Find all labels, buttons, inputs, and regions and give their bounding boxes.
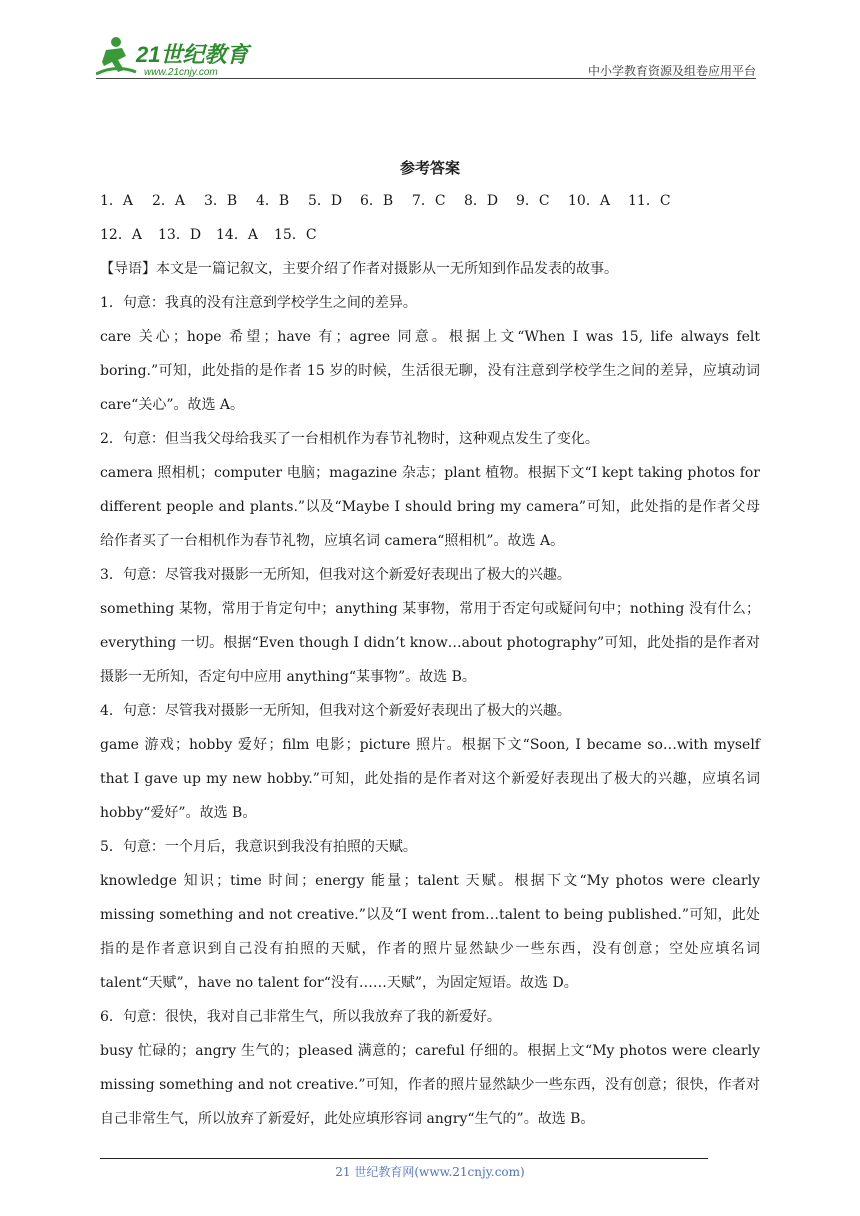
explanation-paragraph: 【导语】本文是一篇记叙文，主要介绍了作者对摄影从一无所知到作品发表的故事。 — [100, 261, 618, 277]
answer-item: 12．A — [100, 227, 142, 243]
answer-item: 1．A — [100, 193, 134, 209]
answer-item: 11．C — [628, 193, 671, 209]
answer-item: 13．D — [158, 227, 202, 243]
header-divider — [96, 78, 756, 79]
answer-item: 15．C — [274, 227, 317, 243]
footer-divider — [100, 1158, 708, 1159]
explanation-paragraph: busy 忙碌的；angry 生气的；pleased 满意的；careful 仔细的。根据上文“My photos were clearly missing something and not creative.”可知，作者的照片显然缺少一些东西，没有创意；很快，作者对自己非常生气，所以放弃了新爱好，此处应填形容词 angry“生气的”。故选 B。 — [100, 1043, 760, 1127]
logo-21cnjy — [96, 34, 256, 78]
answer-item: 9．C — [516, 193, 550, 209]
page-title: 参考答案 — [399, 159, 460, 177]
explanation-paragraph: 1．句意：我真的没有注意到学校学生之间的差异。 — [100, 295, 417, 311]
answer-item: 5．D — [308, 193, 343, 209]
explanation-paragraph: 3．句意：尽管我对摄影一无所知，但我对这个新爱好表现出了极大的兴趣。 — [100, 567, 571, 583]
answer-item: 10．A — [568, 193, 610, 209]
answer-item: 6．B — [360, 193, 394, 209]
answer-item: 3．B — [204, 193, 238, 209]
explanation-paragraph: game 游戏；hobby 爱好；film 电影；picture 照片。根据下文“Soon, I became so…with myself that I gave up my new hobby.”可知，此处指的是作者对这个新爱好表现出了极大的兴趣，应填名词 hobby“爱好”。故选 B。 — [100, 737, 760, 821]
explanation-paragraph: 5．句意：一个月后，我意识到我没有拍照的天赋。 — [100, 839, 417, 855]
explanation-paragraph: camera 照相机；computer 电脑；magazine 杂志；plant 植物。根据下文“I kept taking photos for different people and plants.”以及“Maybe I should bring my camera”可知，此处指的是作者父母给作者买了一台相机作为春节礼物，应填名词 camera“照相机”。故选 A。 — [100, 465, 760, 549]
answer-content — [100, 152, 760, 1136]
answer-key — [100, 184, 760, 252]
explanations — [100, 252, 760, 1136]
explanation-paragraph: 2．句意：但当我父母给我买了一台相机作为春节礼物时，这种观点发生了变化。 — [100, 431, 599, 447]
answer-item: 14．A — [216, 227, 258, 243]
answer-item: 2．A — [152, 193, 186, 209]
explanation-paragraph: 6．句意：很快，我对自己非常生气，所以我放弃了我的新爱好。 — [100, 1009, 501, 1025]
explanation-paragraph: care 关心；hope 希望；have 有；agree 同意。根据上文“When I was 15, life always felt boring.”可知，此处指的是作者 15 岁的时候，生活很无聊，没有注意到学校学生之间的差异，应填动词 care“关心”。故选 A。 — [100, 329, 760, 413]
answer-item: 4．B — [256, 193, 290, 209]
svg-text:www.21cnjy.com: www.21cnjy.com — [144, 67, 218, 78]
answer-item: 7．C — [412, 193, 446, 209]
answer-item: 8．D — [464, 193, 499, 209]
explanation-paragraph: knowledge 知识；time 时间；energy 能量；talent 天赋。根据下文“My photos were clearly missing something and not creative.”以及“I went from…talent to being published.”可知，此处指的是作者意识到自己没有拍照的天赋，作者的照片显然缺少一些东西，没有创意；空处应填名词 talent“天赋”，have no talent for“没有……天赋”，为固定短语。故选 D。 — [100, 873, 760, 991]
svg-text:21世纪教育: 21世纪教育 — [136, 42, 249, 67]
page-header — [96, 30, 756, 80]
footer-text: 21 世纪教育网(www.21cnjy.com) — [335, 1165, 525, 1179]
platform-name: 中小学教育资源及组卷应用平台 — [587, 64, 756, 78]
explanation-paragraph: something 某物，常用于肯定句中；anything 某事物，常用于否定句或疑问句中；nothing 没有什么；everything 一切。根据“Even though I didn’t know…about photography”可知，此处指的是作者对摄影一无所知，否定句中应用 anything“某事物”。故选 B。 — [100, 601, 760, 685]
explanation-paragraph: 4．句意：尽管我对摄影一无所知，但我对这个新爱好表现出了极大的兴趣。 — [100, 703, 571, 719]
